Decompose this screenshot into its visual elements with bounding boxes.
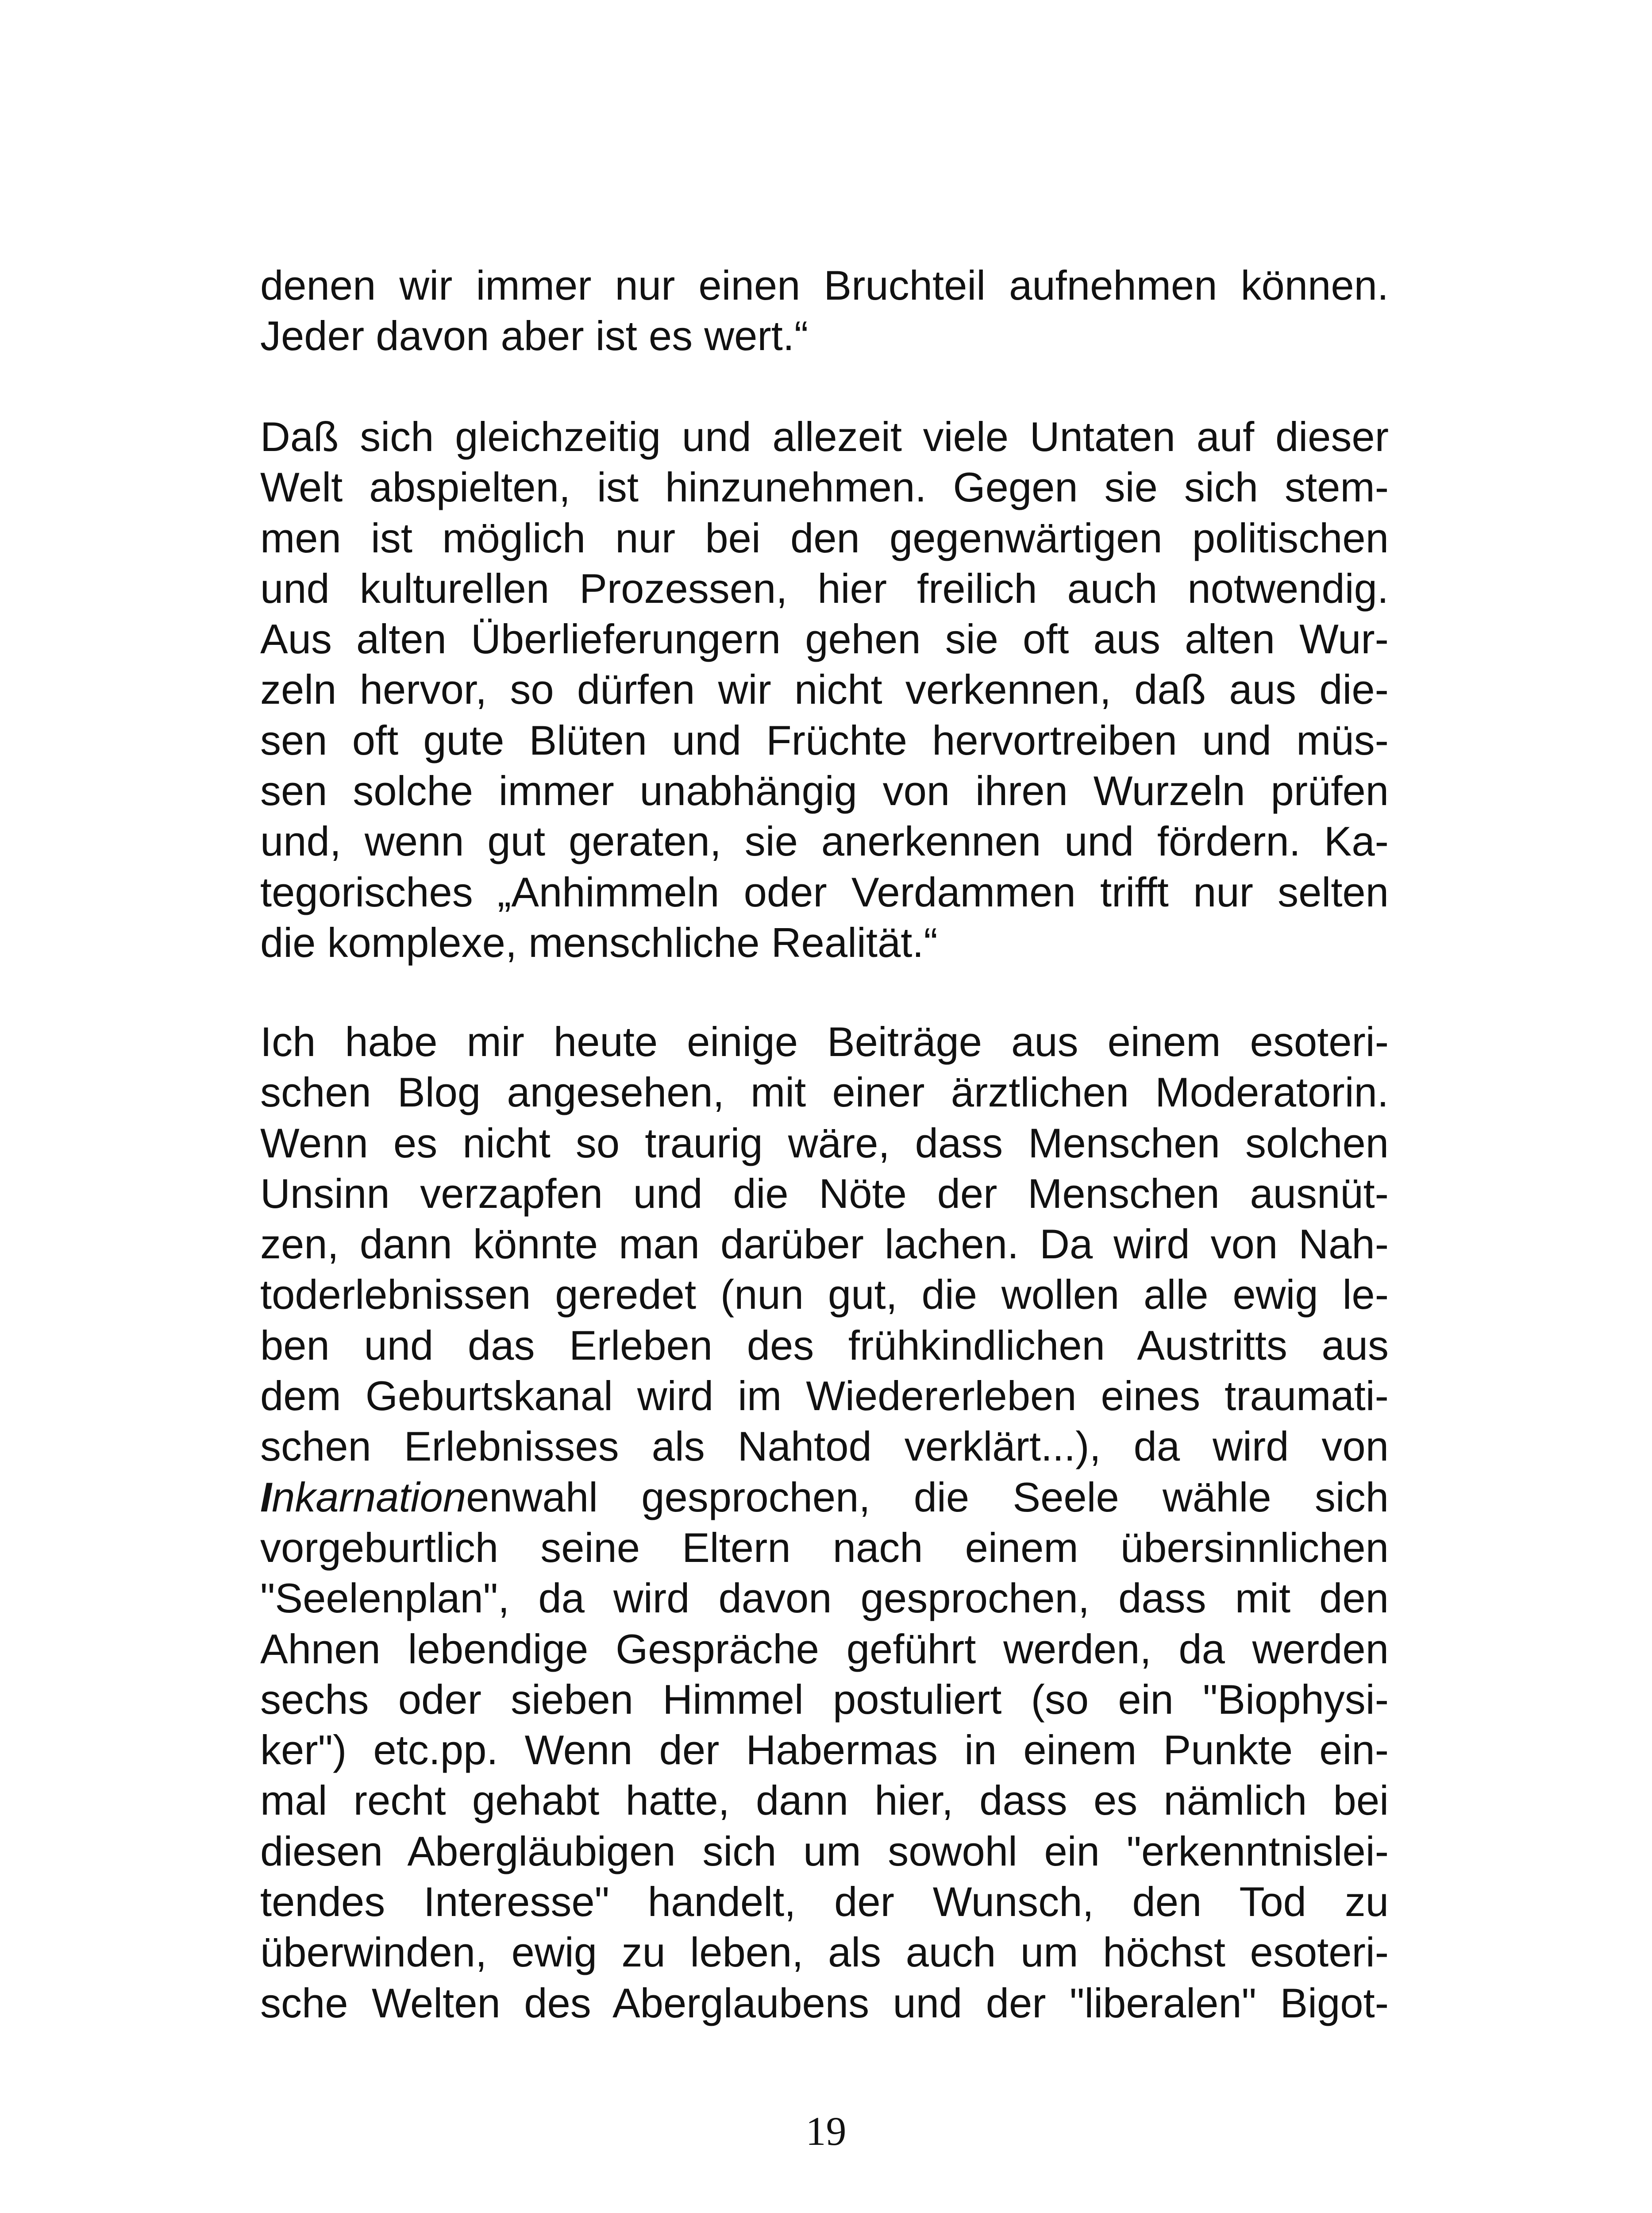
- paragraph-line: Wenn es nicht so traurig wäre, dass Menschen solchen: [260, 1119, 1389, 1166]
- paragraph-line: Ahnen lebendige Gespräche geführt werden, da werden: [260, 1625, 1389, 1672]
- paragraph-2: [260, 412, 1389, 968]
- paragraph-line: Ich habe mir heute einige Beiträge aus einem esoteri-: [260, 1018, 1389, 1065]
- paragraph-line-rest: enwahl gesprochen, die Seele wähle sich: [466, 1473, 1389, 1520]
- paragraph-line: und, wenn gut geraten, sie anerkennen und fördern. Ka-: [260, 818, 1389, 865]
- paragraph-line: dem Geburtskanal wird im Wiedererleben eines traumati-: [260, 1373, 1389, 1419]
- paragraph-line: sechs oder sieben Himmel postuliert (so ein "Biophysi-: [260, 1676, 1389, 1723]
- paragraph-line: überwinden, ewig zu leben, als auch um höchst esoteri-: [260, 1929, 1389, 1976]
- emphasis-word: nkarnation: [272, 1473, 466, 1520]
- paragraph-line: zen, dann könnte man darüber lachen. Da wird von Nah-: [260, 1221, 1389, 1268]
- paragraph-line: mal recht gehabt hatte, dann hier, dass es nämlich bei: [260, 1777, 1389, 1824]
- paragraph-line: sen oft gute Blüten und Früchte hervortreiben und müs-: [260, 717, 1389, 763]
- paragraph-line: vorgeburtlich seine Eltern nach einem übersinnlichen: [260, 1524, 1389, 1571]
- paragraph-line: Aus alten Überlieferungern gehen sie oft aus alten Wur-: [260, 616, 1389, 663]
- page-number: 19: [805, 2109, 847, 2154]
- paragraph-line: sen solche immer unabhängig von ihren Wurzeln prüfen: [260, 767, 1389, 814]
- paragraph-line: ben und das Erleben des frühkindlichen Austritts aus: [260, 1322, 1389, 1369]
- paragraph-line: Daß sich gleichzeitig und allezeit viele Untaten auf dieser: [260, 413, 1389, 460]
- paragraph-line-inkarnation: [260, 1472, 1389, 1523]
- paragraph-line: toderlebnissen geredet (nun gut, die wollen alle ewig le-: [260, 1271, 1389, 1318]
- paragraph-line: men ist möglich nur bei den gegenwärtigen politischen: [260, 514, 1389, 561]
- paragraph-line: die komplexe, menschliche Realität.“: [260, 919, 938, 966]
- paragraph-line: tendes Interesse" handelt, der Wunsch, den Tod zu: [260, 1878, 1389, 1925]
- paragraph-line: "Seelenplan", da wird davon gesprochen, dass mit den: [260, 1575, 1389, 1622]
- paragraph-3: [260, 1017, 1389, 2028]
- paragraph-line: Unsinn verzapfen und die Nöte der Menschen ausnüt-: [260, 1170, 1389, 1217]
- paragraph-line: diesen Abergläubigen sich um sowohl ein "erkenntnislei-: [260, 1827, 1389, 1874]
- emphasis-initial: I: [260, 1473, 272, 1520]
- paragraph-line: Welt abspielten, ist hinzunehmen. Gegen sie sich stem-: [260, 464, 1389, 511]
- paragraph-line: sche Welten des Aberglaubens und der "liberalen" Bigot-: [260, 1979, 1389, 2026]
- paragraph-1: [260, 260, 1389, 362]
- paragraph-line: und kulturellen Prozessen, hier freilich auch notwendig.: [260, 565, 1389, 612]
- paragraph-line: Jeder davon aber ist es wert.“: [260, 312, 809, 359]
- paragraph-line: denen wir immer nur einen Bruchteil aufnehmen können.: [260, 262, 1389, 308]
- paragraph-line: ker") etc.pp. Wenn der Habermas in einem Punkte ein-: [260, 1727, 1389, 1773]
- paragraph-line: schen Blog angesehen, mit einer ärztlichen Moderatorin.: [260, 1069, 1389, 1116]
- paragraph-line: tegorisches „Anhimmeln oder Verdammen trifft nur selten: [260, 868, 1389, 915]
- paragraph-line: schen Erlebnisses als Nahtod verklärt...), da wird von: [260, 1423, 1389, 1470]
- paragraph-line: zeln hervor, so dürfen wir nicht verkennen, daß aus die-: [260, 666, 1389, 713]
